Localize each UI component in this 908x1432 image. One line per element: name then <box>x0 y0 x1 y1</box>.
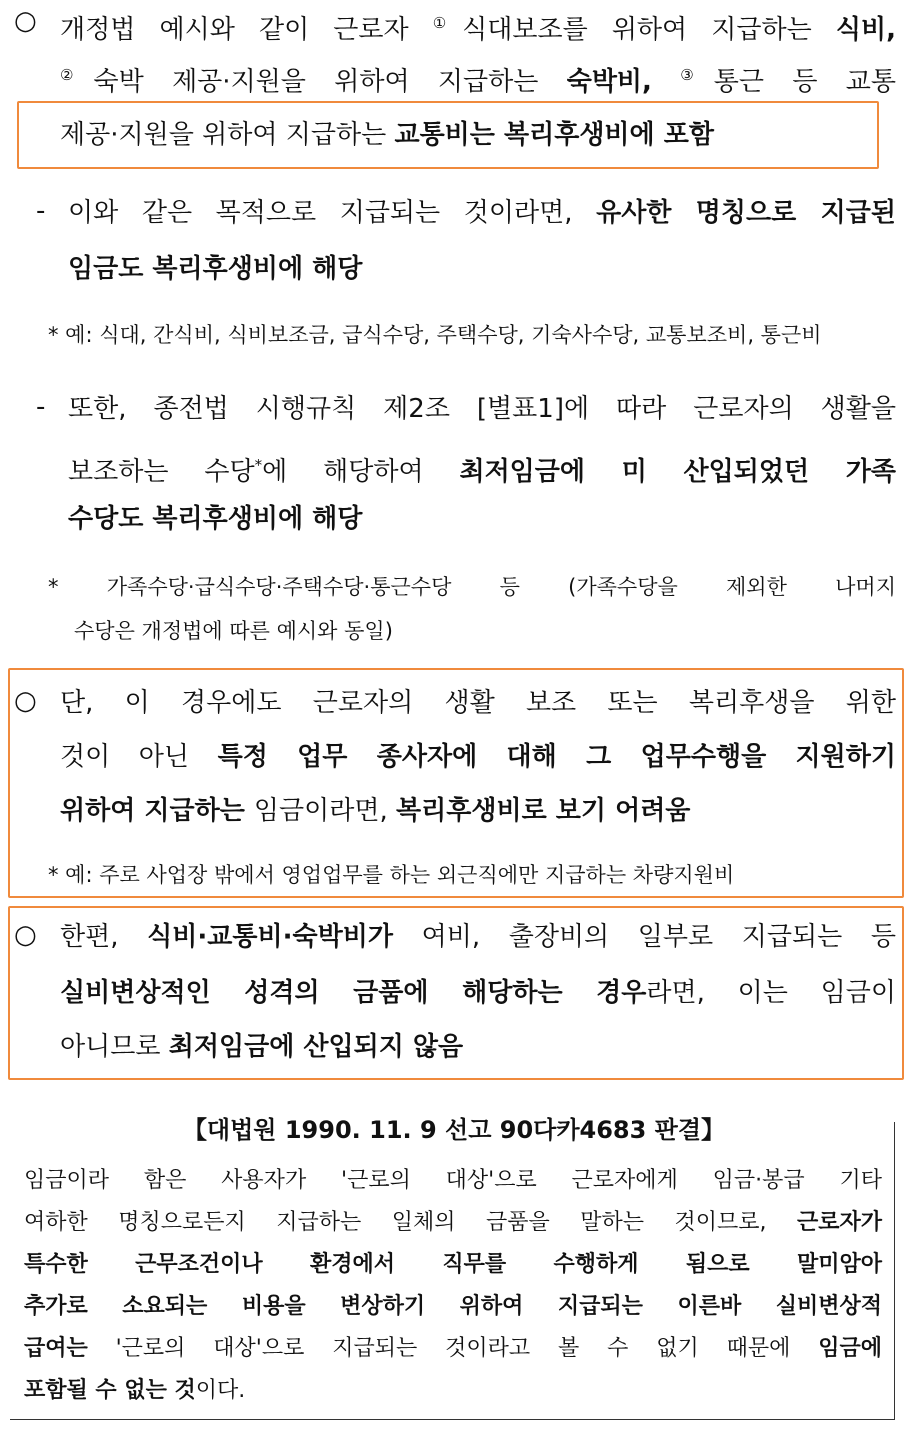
citation-line-6: 포함될 수 없는 것이다. <box>24 1378 246 1403</box>
p4-note: * 예: 주로 사업장 밖에서 영업업무를 하는 외근직에만 지급하는 차량지원비 <box>48 863 735 887</box>
p4-line-1: 단, 이 경우에도 근로자의 생활 보조 또는 복리후생을 위한 <box>60 688 896 718</box>
p3-line-1: 또한, 종전법 시행규칙 제2조 [별표1]에 따라 근로자의 생활을 <box>68 394 896 424</box>
p4-line-2: 것이 아닌 특정 업무 종사자에 대해 그 업무수행을 지원하기 <box>60 742 896 772</box>
citation-line-3: 특수한 근무조건이나 환경에서 직무를 수행하게 됨으로 말미암아 <box>24 1252 882 1277</box>
p5-line-3: 아니므로 최저임금에 산입되지 않음 <box>60 1032 464 1062</box>
p2-note: * 예: 식대, 간식비, 식비보조금, 급식수당, 주택수당, 기숙사수당, 교통보조비, 통근비 <box>48 323 822 347</box>
p2-line-1: 이와 같은 목적으로 지급되는 것이라면, 유사한 명칭으로 지급된 <box>68 198 896 228</box>
p2-line-2: 임금도 복리후생비에 해당 <box>68 254 363 284</box>
citation-title: 【대법원 1990. 11. 9 선고 90다카4683 판결】 <box>182 1116 726 1144</box>
p1-line-1: 개정법 예시와 같이 근로자 ①식대보조를 위하여 지급하는 식비, <box>60 14 896 45</box>
p5-line-1: 한편, 식비·교통비·숙박비가 여비, 출장비의 일부로 지급되는 등 <box>60 922 897 952</box>
dash-2: - <box>36 392 46 422</box>
bullet-1: ○ <box>14 6 37 36</box>
p1-line-3: 제공·지원을 위하여 지급하는 교통비는 복리후생비에 포함 <box>60 120 714 150</box>
p3-note-2: 수당은 개정법에 따른 예시와 동일) <box>74 619 393 643</box>
citation-line-5: 급여는 '근로의 대상'으로 지급되는 것이라고 볼 수 없기 때문에 임금에 <box>24 1336 882 1361</box>
p3-line-2: 보조하는 수당*에 해당하여 최저임금에 미 산입되었던 가족 <box>68 456 896 487</box>
p4-line-3: 위하여 지급하는 임금이라면, 복리후생비로 보기 어려움 <box>60 796 691 826</box>
p1-line-2: ②숙박 제공·지원을 위하여 지급하는 숙박비, ③통근 등 교통 <box>60 66 897 97</box>
dash-1: - <box>36 196 46 226</box>
p5-line-2: 실비변상적인 성격의 금품에 해당하는 경우라면, 이는 임금이 <box>60 978 896 1008</box>
citation-line-1: 임금이라 함은 사용자가 '근로의 대상'으로 근로자에게 임금·봉급 기타 <box>24 1168 882 1193</box>
p3-note-1: * 가족수당·급식수당·주택수당·통근수당 등 (가족수당을 제외한 나머지 <box>48 575 896 599</box>
citation-line-2: 여하한 명칭으로든지 지급하는 일체의 금품을 말하는 것이므로, 근로자가 <box>24 1210 882 1235</box>
p3-line-3: 수당도 복리후생비에 해당 <box>68 504 363 534</box>
bullet-3: ○ <box>14 920 37 950</box>
bullet-2: ○ <box>14 686 37 716</box>
citation-line-4: 추가로 소요되는 비용을 변상하기 위하여 지급되는 이른바 실비변상적 <box>24 1294 882 1319</box>
